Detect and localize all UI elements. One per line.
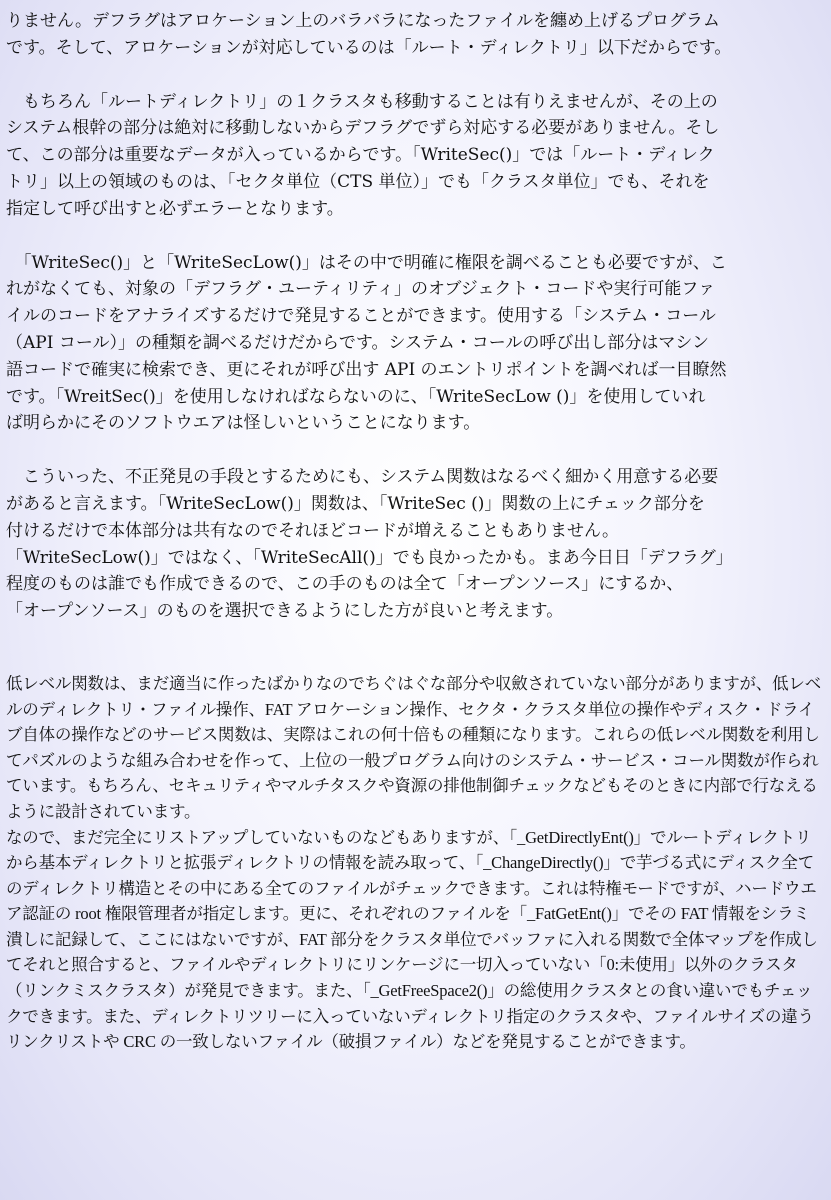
paragraph-gap <box>6 437 825 464</box>
paragraph-gap <box>6 223 825 250</box>
section-defrag-discussion <box>6 8 825 625</box>
paragraph: こういった、不正発見の手段とするためにも、システム関数はなるべく細かく用意する必要 があると言えます。「WriteSecLow()」関数は、「WriteSec ()」関数の上にチェック部分を 付けるだけで本体部分は共有なのでそれほどコードが増えることもありません。 「WriteSecLow()」ではなく、「WriteSecAll()」でも良かったかも。まあ今日日「デフラグ」 程度のものは誰でも作成できるので、この手のものは全て「オープンソース」にするか、 「オープンソース」のものを選択できるようにした方が良いと考えます。 <box>6 467 733 622</box>
paragraph-gap <box>6 62 825 89</box>
paragraph: なので、まだ完全にリストアップしていないものなどもありますが、「_GetDirectlyEnt()」でルートディレクトリから基本ディレクトリと拡張ディレクトリの情報を読み取って、「_ChangeDirectly()」で芋づる式にディスク全てのディレクトリ構造とその中にある全てのファイルがチェックできます。これは特権モードですが、ハードウエア認証の root 権限管理者が指定します。更に、それぞれのファイルを「_FatGetEnt()」でその FAT 情報をシラミ潰しに記録して、ここにはないですが、FAT 部分をクラスタ単位でバッファに入れる関数で全体マップを作成してそれと照合すると、ファイルやディレクトリにリンケージに一切入っていない「0:未使用」以外のクラスタ（リンクミスクラスタ）が発見できます。また、「_GetFreeSpace2()」の総使用クラスタとの食い違いでもチェックできます。また、ディレクトリツリーに入っていないディレクトリ指定のクラスタや、ファイルサイズの違うリンクリストや CRC の一致しないファイル（破損ファイル）などを発見することができます。 <box>6 827 818 1052</box>
paragraph: もちろん「ルートディレクトリ」の１クラスタも移動することは有りえませんが、その上の システム根幹の部分は絶対に移動しないからデフラグでずら対応する必要がありません。そし て、この部分は重要なデータが入っているからです。「WriteSec()」では「ルート・ディレク トリ」以上の領域のものは、「セクタ単位（CTS 単位）」でも「クラスタ単位」でも、それを 指定して呼び出すと必ずエラーとなります。 <box>6 91 720 219</box>
paragraph: りません。デフラグはアロケーション上のバラバラになったファイルを纏め上げるプログラム です。そして、アロケーションが対応しているのは「ルート・ディレクトリ」以下だからです。 <box>6 11 732 58</box>
section-low-level-functions <box>6 671 825 1055</box>
paragraph: 低レベル関数は、まだ適当に作ったばかりなのでちぐはぐな部分や収斂されていない部分がありますが、低レベルのディレクトリ・ファイル操作、FAT アロケーション操作、セクタ・クラスタ単位の操作やディスク・ドライブ自体の操作などのサービス関数は、実際はこれの何十倍もの種類になります。これらの低レベル関数を利用してパズルのような組み合わせを作って、上位の一般プログラム向けのシステム・サービス・コール関数が作られています。もちろん、セキュリティやマルチタスクや資源の排他制御チェックなどもそのときに内部で行なえるように設計されています。 <box>6 673 822 821</box>
paragraph: 「WriteSec()」と「WriteSecLow()」はその中で明確に権限を調べることも必要ですが、こ れがなくても、対象の「デフラグ・ユーティリティ」のオブジェクト・コードや実行可能ファ イルのコードをアナライズするだけで発見することができます。使用する「システム・コール （API コール）」の種類を調べるだけだからです。システム・コールの呼び出し部分はマシン 語コードで確実に検索でき、更にそれが呼び出す API のエントリポイントを調べれば一目瞭然 です。「WreitSec()」を使用しなければならないのに、「WriteSecLow ()」を使用していれ ば明らかにそのソフトウエアは怪しいということになります。 <box>6 252 727 434</box>
